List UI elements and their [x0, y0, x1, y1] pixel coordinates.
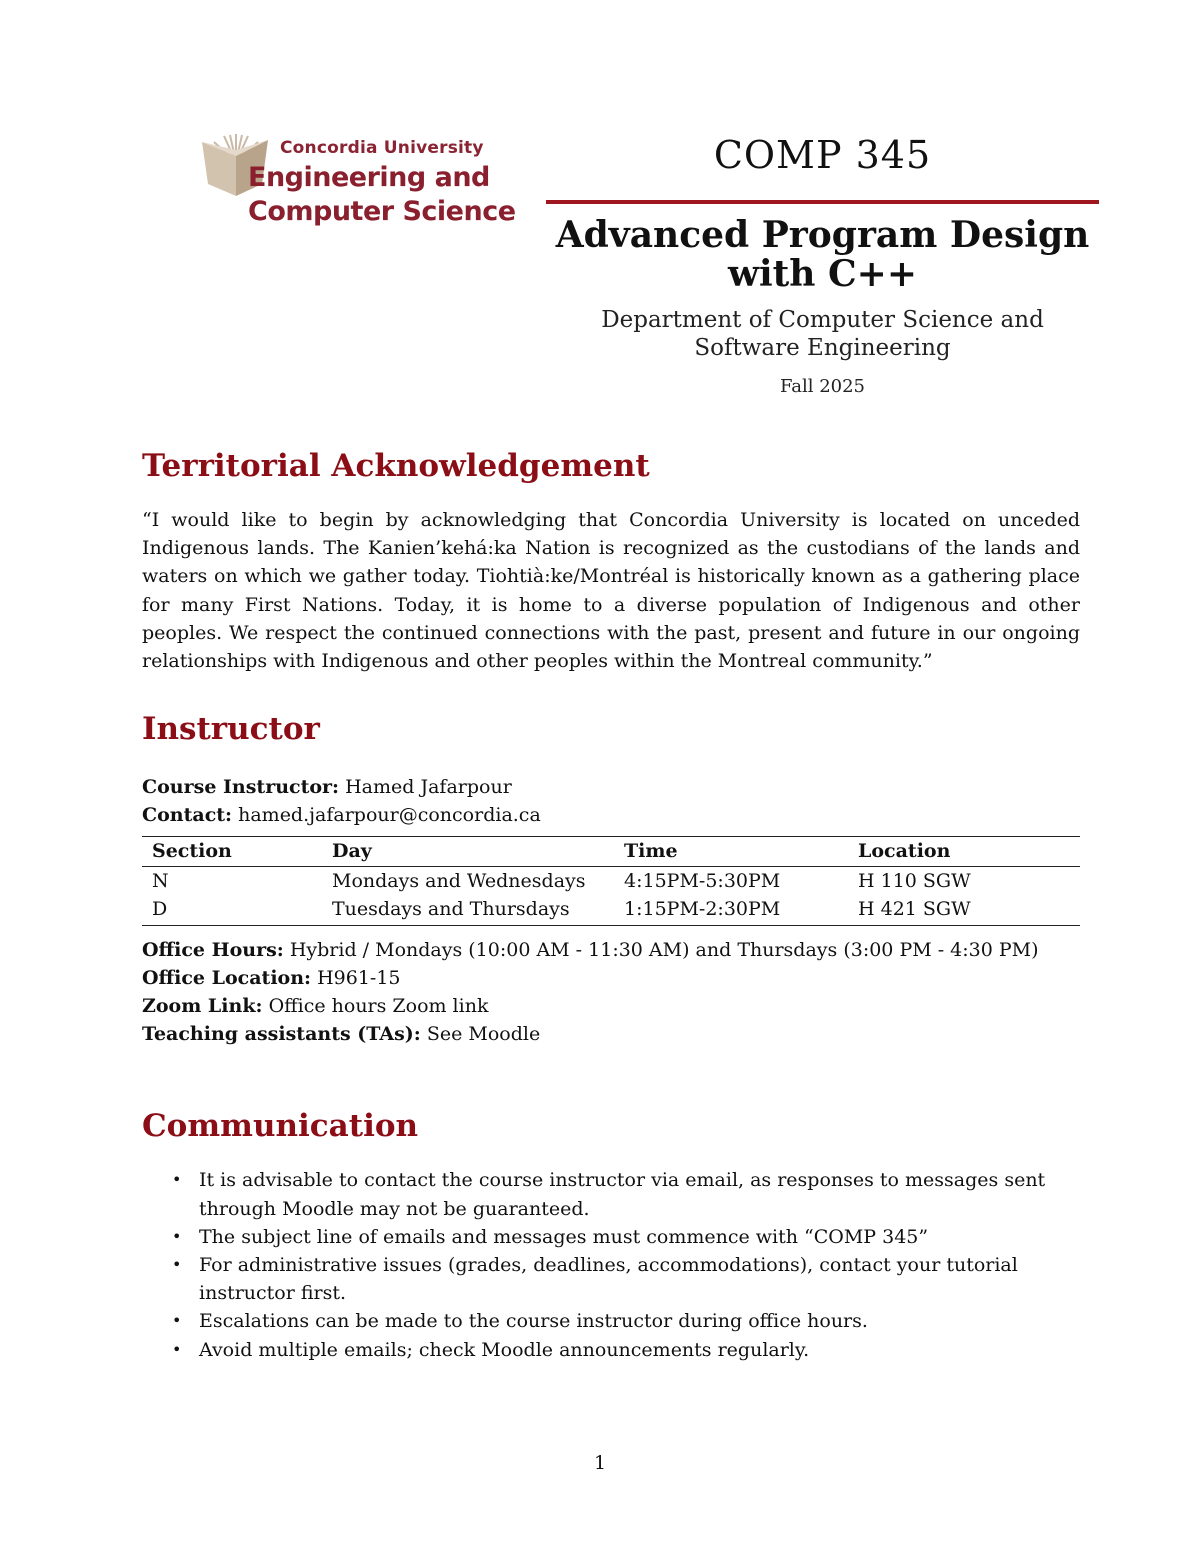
course-title: Advanced Program Design with C++: [555, 214, 1090, 295]
list-item: • It is advisable to contact the course instructor via email, as responses to messages sent through Moodle may not be guaranteed.: [142, 1166, 1080, 1222]
communication-list: [142, 1166, 1080, 1363]
logo-university-name: Concordia University: [280, 138, 484, 158]
zoom-link-line: [142, 992, 1080, 1020]
course-instructor-name: Hamed Jafarpour: [345, 776, 512, 799]
table-row: [142, 866, 1080, 895]
page-number: 1: [593, 1452, 607, 1474]
section-heading-instructor: Instructor: [142, 711, 320, 748]
table-cell-location: H 110 SGW: [858, 869, 971, 892]
teaching-assistants-line: [142, 1020, 1080, 1048]
table-cell-time: 1:15PM-2:30PM: [614, 895, 848, 926]
section-heading-communication: Communication: [142, 1108, 419, 1145]
term: Fall 2025: [779, 376, 866, 397]
logo-faculty-line-1: Engineering and: [248, 162, 490, 193]
table-header-section: Section: [142, 836, 322, 866]
list-item: • For administrative issues (grades, deadlines, accommodations), contact your tutorial instructor first.: [142, 1251, 1080, 1307]
list-item: • The subject line of emails and messages must commence with “COMP 345”: [142, 1223, 1080, 1251]
table-cell-time: 4:15PM-5:30PM: [624, 869, 781, 892]
course-code: COMP 345: [713, 133, 932, 177]
table-header-location: Location: [848, 836, 1080, 866]
office-hours-line: [142, 936, 1080, 964]
zoom-link[interactable]: Office hours Zoom link: [268, 995, 489, 1018]
table-cell-day: Tuesdays and Thursdays: [322, 895, 614, 926]
list-item: • Avoid multiple emails; check Moodle announcements regularly.: [142, 1336, 1080, 1364]
table-header-time: Time: [614, 836, 848, 866]
course-title-block: [546, 130, 1099, 397]
table-header-row: [142, 836, 1080, 866]
course-instructor-label: Course Instructor:: [142, 776, 340, 799]
office-hours-label: Office Hours:: [142, 938, 284, 961]
table-cell-location: H 421 SGW: [848, 895, 1080, 926]
logo-faculty-line-2: Computer Science: [248, 196, 516, 227]
course-instructor-line: [142, 773, 1080, 801]
title-divider: [546, 200, 1099, 204]
table-cell-day: Mondays and Wednesdays: [332, 869, 586, 892]
department-name: Department of Computer Science and Software Engineering: [601, 307, 1044, 361]
teaching-assistants-value: See Moodle: [426, 1023, 541, 1046]
section-heading-acknowledgement: Territorial Acknowledgement: [142, 448, 650, 484]
table-cell-section: N: [152, 869, 169, 892]
university-logo: [200, 132, 530, 232]
list-item: • Escalations can be made to the course instructor during office hours.: [142, 1307, 1080, 1335]
office-hours-value: Hybrid / Mondays (10:00 AM - 11:30 AM) and Thursdays (3:00 PM - 4:30 PM): [289, 938, 1039, 961]
syllabus-content: [142, 446, 1080, 1364]
acknowledgement-text: “I would like to begin by acknowledging that Concordia University is located on unceded Indigenous lands. The Kanien’kehá:ka Nation is recognized as the custodians of the lands and waters on which we gather today. Tiohtià:ke/Montréal is historically known as a gathering place for many First Nations. Today, it is home to a diverse population of Indigenous and other peoples. We respect the continued connections with the past, present and future in our ongoing relationships with Indigenous and other peoples within the Montreal community.”: [142, 509, 1080, 673]
office-location-line: [142, 964, 1080, 992]
contact-email[interactable]: hamed.jafarpour@concordia.ca: [238, 804, 541, 827]
schedule-table: [142, 836, 1080, 926]
office-location-value: H961-15: [317, 966, 401, 989]
teaching-assistants-label: Teaching assistants (TAs):: [142, 1023, 421, 1046]
office-location-label: Office Location:: [142, 966, 312, 989]
table-cell-section: D: [142, 895, 322, 926]
contact-label: Contact:: [142, 804, 233, 827]
table-row: [142, 895, 1080, 926]
zoom-link-label: Zoom Link:: [142, 995, 263, 1018]
contact-line: [142, 801, 1080, 829]
table-header-day: Day: [322, 836, 614, 866]
